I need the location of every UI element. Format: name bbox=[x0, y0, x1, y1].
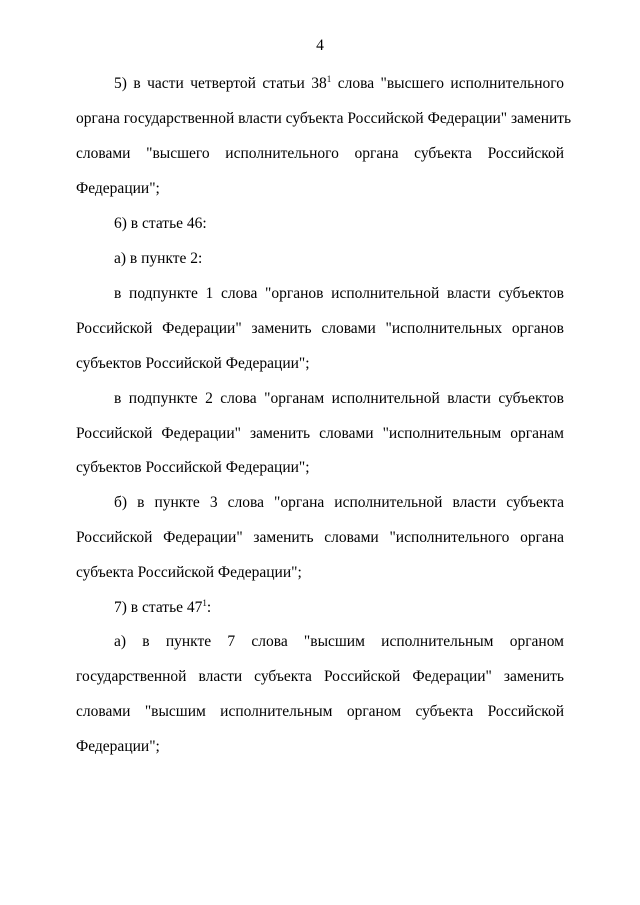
superscript: 1 bbox=[202, 598, 207, 608]
item-5-line-2: органа государственной власти субъекта Российской Федерации" заменить bbox=[76, 110, 572, 127]
subitem-1-line-3: субъектов Российской Федерации"; bbox=[76, 355, 310, 372]
page-number: 4 bbox=[316, 37, 324, 54]
subitem-2-line-3: субъектов Российской Федерации"; bbox=[76, 459, 310, 476]
item-5-line-1 bbox=[114, 74, 564, 94]
item-5-text-b: слова "высшего исполнительного bbox=[331, 75, 564, 92]
item-5-text-a: 5) в части четвертой статьи 38 bbox=[114, 75, 327, 92]
item-6a-heading: а) в пункте 2: bbox=[114, 250, 203, 267]
item-6b-line-1: б) в пункте 3 слова "органа исполнительной власти субъекта bbox=[114, 494, 564, 511]
item-7a-line-1: а) в пункте 7 слова "высшим исполнительным органом bbox=[114, 633, 564, 650]
item-6b-line-2: Российской Федерации" заменить словами "исполнительного органа bbox=[76, 529, 564, 546]
item-7a-line-4: Федерации"; bbox=[76, 738, 160, 755]
subitem-1-line-2: Российской Федерации" заменить словами "исполнительных органов bbox=[76, 320, 564, 337]
subitem-1-line-1: в подпункте 1 слова "органов исполнительной власти субъектов bbox=[114, 285, 564, 302]
item-7-text-a: 7) в статье 47 bbox=[114, 599, 203, 616]
item-7a-line-2: государственной власти субъекта Российской Федерации" заменить bbox=[76, 668, 564, 685]
superscript: 1 bbox=[326, 74, 332, 84]
subitem-2-line-1: в подпункте 2 слова "органам исполнительной власти субъектов bbox=[114, 390, 564, 407]
item-6-heading: 6) в статье 46: bbox=[114, 215, 207, 232]
subitem-2-line-2: Российской Федерации" заменить словами "исполнительным органам bbox=[76, 425, 564, 442]
item-5-line-3: словами "высшего исполнительного органа субъекта Российской bbox=[76, 145, 564, 162]
item-7-heading bbox=[114, 598, 564, 618]
item-7a-line-3: словами "высшим исполнительным органом субъекта Российской bbox=[76, 703, 564, 720]
item-6b-line-3: субъекта Российской Федерации"; bbox=[76, 564, 302, 581]
item-7-text-b: : bbox=[206, 599, 212, 616]
item-5-line-4: Федерации"; bbox=[76, 180, 160, 197]
